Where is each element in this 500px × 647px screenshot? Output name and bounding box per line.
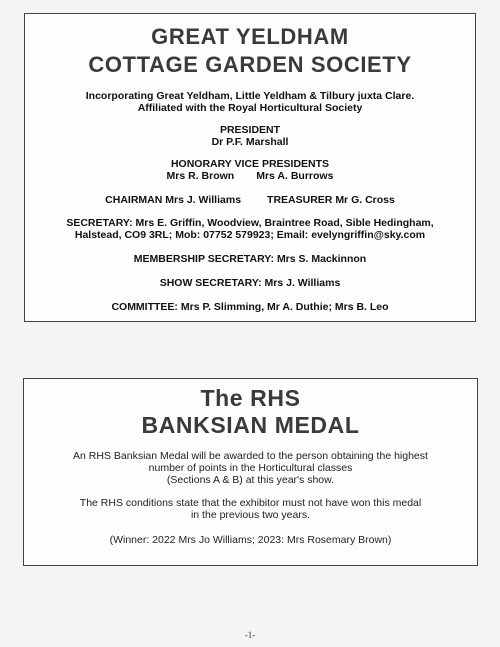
show-label: SHOW SECRETARY: [159,277,262,289]
page-number: -1- [244,630,256,640]
president-label: PRESIDENT [219,124,281,136]
committee-label: COMMITTEE: [111,301,178,313]
society-info-panel [24,13,476,322]
committee-names: Mrs P. Slimming, Mr A. Duthie; Mrs B. Leo [180,301,389,313]
treasurer-label: TREASURER [267,194,333,206]
chairman-name: Mrs J. Williams [165,194,242,206]
secretary-label: SECRETARY: [66,217,133,229]
membership-label: MEMBERSHIP SECRETARY: [133,253,275,265]
membership-secretary [25,253,475,266]
committee [25,301,475,314]
incorporating-text: Incorporating Great Yeldham, Little Yeldham & Tilbury juxta Clare. [85,90,415,102]
officers-row [25,194,475,207]
medal-para2-line2: in the previous two years. [190,509,311,521]
medal-para1-line3: (Sections A & B) at this year's show. [166,474,335,486]
show-secretary [25,277,475,290]
vice-presidents-label: HONORARY VICE PRESIDENTS [170,158,330,170]
medal-title-line1: The RHS [200,385,301,411]
show-name: Mrs J. Williams [264,277,341,289]
vice-presidents-names [25,170,475,183]
secretary-address: Mrs E. Griffin, Woodview, Braintree Road, Sible Hedingham, [135,217,434,229]
chairman-label: CHAIRMAN [105,194,163,206]
membership-name: Mrs S. Mackinnon [276,253,367,265]
vice-president-1: Mrs R. Brown [166,170,235,182]
secretary-line2: Halstead, CO9 3RL; Mob: 07752 579923; Email: evelyngriffin@sky.com [74,229,426,241]
medal-winners: (Winner: 2022 Mrs Jo Williams; 2023: Mrs Rosemary Brown) [109,534,392,546]
medal-para1-line2: number of points in the Horticultural classes [148,462,353,474]
medal-para2-line1: The RHS conditions state that the exhibitor must not have won this medal [79,497,422,509]
affiliation-text: Affiliated with the Royal Horticultural Society [137,102,363,114]
medal-para1-line1: An RHS Banksian Medal will be awarded to the person obtaining the highest [73,450,428,462]
society-title-line2: COTTAGE GARDEN SOCIETY [88,52,412,77]
banksian-medal-panel [23,378,478,566]
president-name: Dr P.F. Marshall [211,136,289,148]
medal-title-line2: BANKSIAN MEDAL [141,412,360,438]
society-title-line1: GREAT YELDHAM [151,24,349,49]
vice-president-2: Mrs A. Burrows [256,170,334,182]
treasurer-name: Mr G. Cross [335,194,395,206]
